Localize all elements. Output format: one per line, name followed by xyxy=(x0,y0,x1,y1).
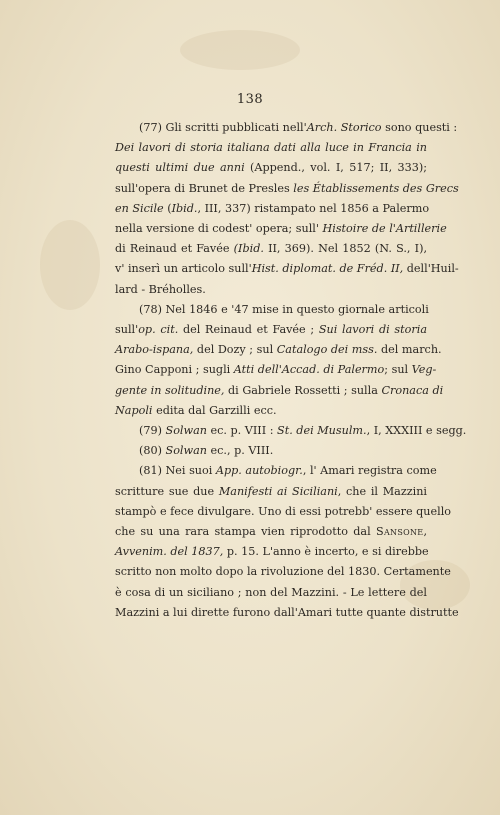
italic-run: Solwan xyxy=(165,424,207,438)
italic-run: Avvenim. del 1837, xyxy=(115,545,224,559)
text-line xyxy=(115,401,427,421)
italic-run: Arch. Storico xyxy=(306,121,382,134)
italic-run: Napoli xyxy=(115,403,153,417)
text-run: , I, XXXIII e segg. xyxy=(366,424,467,438)
text-line xyxy=(115,259,459,279)
text-line xyxy=(115,219,447,239)
text-line xyxy=(115,320,427,340)
italic-run: Hist. diplomat. de Fréd. II, xyxy=(251,262,404,276)
italic-run: Veg- xyxy=(411,363,437,377)
italic-run: op. cit. xyxy=(138,323,179,337)
italic-run: en Sicile xyxy=(115,201,164,215)
text-run: (78) Nel 1846 e '47 mise in questo giornale articoli xyxy=(139,302,429,316)
text-line xyxy=(115,522,427,542)
text-line xyxy=(115,583,427,603)
text-run: v' inserì un articolo sull' xyxy=(115,262,252,276)
footnote-81 xyxy=(115,461,459,623)
paper-stain xyxy=(40,220,100,310)
italic-run: St. dei Musulm. xyxy=(277,424,367,438)
text-run: p. 15. L'anno è incerto, e si direbbe xyxy=(223,545,429,559)
text-run: (80) xyxy=(139,444,166,458)
text-run: di Gabriele Rossetti ; sulla xyxy=(224,383,382,397)
text-line xyxy=(115,482,427,502)
italic-run: les Établissements des Grecs xyxy=(293,181,459,195)
text-line xyxy=(115,381,444,401)
text-line xyxy=(115,138,427,158)
text-line xyxy=(115,461,437,481)
italic-run: Catalogo dei mss. xyxy=(276,343,378,357)
italic-run: gente in solitudine, xyxy=(115,383,225,397)
text-line xyxy=(115,360,437,380)
footnote-78 xyxy=(115,300,444,421)
text-line xyxy=(115,158,427,178)
italic-run: Arabo-ispana, xyxy=(115,343,194,357)
paper-stain xyxy=(180,30,300,70)
text-run: Mazzini a lui dirette furono dall'Amari tutte quante distrutte xyxy=(115,605,459,619)
footnote-77 xyxy=(115,118,459,300)
text-run: sull'opera di Brunet de Presles xyxy=(115,181,294,195)
text-line xyxy=(115,562,451,582)
italic-run: (Ibid. xyxy=(233,242,264,256)
text-line xyxy=(115,239,427,259)
text-run: , che il Mazzini xyxy=(337,484,427,498)
text-run: (81) Nei suoi xyxy=(139,464,216,478)
italic-run: Dei lavori di storia italiana dati alla luce in Francia in xyxy=(115,141,427,155)
text-line xyxy=(115,421,467,441)
italic-run: questi ultimi due anni xyxy=(115,161,245,175)
text-run: , xyxy=(423,525,427,539)
italic-run: Histoire de l'Artillerie xyxy=(322,222,447,236)
text-run: , III, 337) ristampato nel 1856 a Palermo xyxy=(197,201,430,215)
italic-run: Atti dell'Accad. di Palermo xyxy=(233,363,385,377)
text-run: edita dal Garzilli ecc. xyxy=(152,403,277,417)
text-line xyxy=(115,340,442,360)
text-run: di Reinaud et Favée xyxy=(115,242,234,256)
text-run: , l' Amari registra come xyxy=(302,464,437,478)
text-run: del Reinaud et Favée ; xyxy=(178,323,319,337)
text-line xyxy=(115,179,459,199)
text-line xyxy=(115,441,427,461)
text-run: scritture sue due xyxy=(115,484,219,498)
text-run: nella versione di codest' opera; sull' xyxy=(115,222,323,236)
text-line xyxy=(115,280,427,300)
text-run: ( xyxy=(163,201,172,215)
text-line xyxy=(115,118,458,138)
text-run: lard - Bréholles. xyxy=(115,282,206,296)
italic-run: Solwan xyxy=(165,444,207,458)
text-line xyxy=(115,603,459,623)
text-run: (77) Gli scritti pubblicati nell' xyxy=(139,121,307,134)
text-run: (Append., vol. I, 517; II, 333); xyxy=(244,161,427,175)
text-run: (79) xyxy=(139,424,166,438)
text-run: del Dozy ; sul xyxy=(193,343,277,357)
text-run: ec., p. VIII. xyxy=(206,444,274,458)
text-run: sono questi : xyxy=(381,121,458,134)
italic-run: Cronaca di xyxy=(381,383,444,397)
italic-run: Sui lavori di storia xyxy=(318,323,427,337)
text-run: dell'Huil- xyxy=(403,262,459,276)
italic-run: Manifesti ai Siciliani xyxy=(218,484,338,498)
text-run: II, 369). Nel 1852 (N. S., I), xyxy=(263,242,427,256)
text-run: scritto non molto dopo la rivoluzione del 1830. Certamente xyxy=(115,565,451,579)
text-line xyxy=(115,300,427,320)
text-run: del march. xyxy=(377,343,442,357)
italic-run: Ibid. xyxy=(171,201,198,215)
small-caps-run: Sansone xyxy=(376,525,424,539)
footnote-79 xyxy=(115,421,467,441)
text-run: ; sul xyxy=(384,363,412,377)
text-run: ec. p. VIII : xyxy=(206,424,278,438)
text-line xyxy=(115,502,452,522)
italic-run: App. autobiogr. xyxy=(215,464,303,478)
text-run: sull' xyxy=(115,323,139,337)
notes-body xyxy=(115,118,467,623)
text-run: è cosa di un siciliano ; non del Mazzini. - Le lettere del xyxy=(115,585,427,599)
page-number: 138 xyxy=(236,92,264,107)
text-line xyxy=(115,199,430,219)
text-run: che su una rara stampa vien riprodotto dal xyxy=(115,525,377,539)
text-line xyxy=(115,542,427,562)
text-run: stampò e fece divulgare. Uno di essi potrebb' essere quello xyxy=(115,504,452,518)
text-run: Gino Capponi ; sugli xyxy=(115,363,234,377)
footnote-80 xyxy=(115,441,427,461)
